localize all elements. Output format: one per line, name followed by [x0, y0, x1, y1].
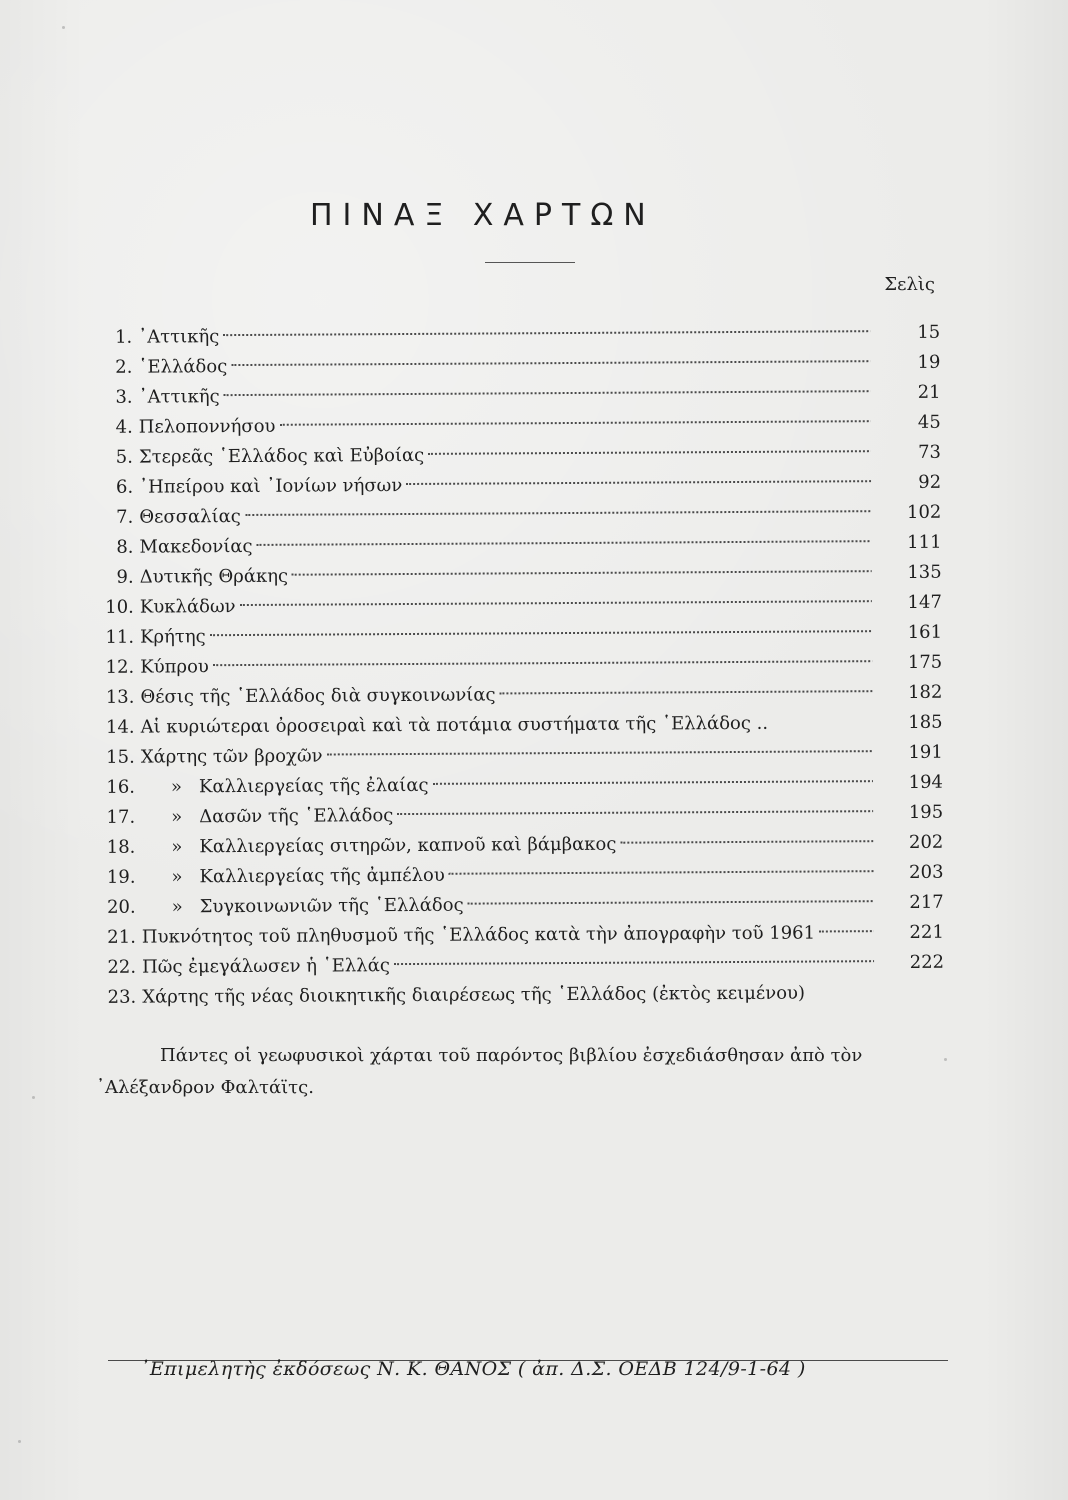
dot-leader [468, 897, 874, 904]
dot-leader [397, 808, 873, 815]
dot-leader [433, 777, 874, 784]
entry-title [142, 949, 874, 981]
entry-page-number: 202 [908, 831, 944, 853]
entry-label: ᾿Ηπείρου καὶ ᾿Ιονίων νήσων [139, 475, 403, 498]
contents-entry [81, 499, 941, 532]
entry-number: 21. [107, 926, 136, 948]
entry-page-number: 92 [918, 471, 942, 493]
contents-entry [81, 529, 941, 562]
contents-entry [81, 409, 941, 442]
dot-leader [449, 867, 874, 874]
entry-page-number: 222 [909, 951, 945, 973]
entry-label: Θέσις τῆς ῾Ελλάδος διὰ συγκοινωνίας [140, 684, 496, 708]
entry-page-number: 195 [908, 801, 944, 823]
entry-label: Δυτικῆς Θράκης [139, 565, 289, 588]
dot-leader [394, 958, 874, 965]
entry-title [140, 589, 872, 621]
entry-number: 23. [107, 986, 137, 1008]
entry-number: 20. [107, 896, 136, 918]
entry-title [141, 859, 873, 891]
paper-speck [62, 26, 65, 29]
entry-title [141, 799, 873, 831]
dot-leader [245, 508, 872, 515]
entry-title [139, 499, 871, 531]
entry-number: 8. [116, 536, 134, 558]
entry-title [141, 769, 873, 801]
dot-leader [406, 478, 871, 485]
entry-label: ᾿Αττικῆς [138, 386, 220, 408]
entry-number: 13. [105, 686, 135, 708]
entry-page-number: 45 [917, 411, 941, 433]
entry-title [141, 739, 873, 771]
entry-label: Κρήτης [139, 626, 206, 648]
contents-entry [81, 379, 941, 412]
contents-entry [83, 739, 943, 772]
contents-entry [82, 679, 942, 712]
dot-leader [327, 748, 873, 755]
entry-label: Καλλιεργείας τῆς ἀμπέλου [199, 864, 445, 888]
entry-page-number: 19 [917, 351, 941, 373]
entry-number: 12. [105, 656, 135, 678]
entry-page-number: 182 [907, 681, 943, 703]
entry-label: Μακεδονίας [139, 535, 253, 558]
dot-leader [224, 389, 871, 396]
contents-entry [84, 919, 944, 952]
entry-page-number: 102 [906, 501, 942, 523]
paper-speck [18, 1440, 21, 1443]
entry-label: ᾿Αττικῆς [138, 326, 220, 348]
cartography-note-line-2: ᾿Αλέξανδρον Φαλτάϊτς. [96, 1077, 314, 1098]
contents-entry [82, 649, 942, 682]
dot-leader [210, 629, 872, 636]
entry-page-number: 135 [907, 561, 942, 583]
entry-label: Χάρτης τῶν βροχῶν [140, 745, 323, 768]
entry-title [142, 979, 874, 1011]
entry-number: 15. [106, 746, 135, 768]
entry-title [142, 919, 874, 951]
entry-number: 9. [116, 566, 134, 588]
title-divider [485, 262, 575, 263]
entry-label: Πῶς ἐμεγάλωσεν ἡ ῾Ελλάς [142, 955, 390, 978]
ditto-mark: » [171, 896, 183, 918]
entry-label: Συγκοινωνιῶν τῆς ῾Ελλάδος [199, 894, 464, 918]
ditto-mark: » [171, 866, 183, 888]
dot-leader [213, 659, 872, 666]
entry-label: Κυκλάδων [139, 596, 236, 618]
dot-leader [620, 836, 873, 843]
entry-title [139, 529, 871, 561]
entry-number: 1. [114, 326, 133, 348]
paper-speck [944, 1058, 947, 1061]
entry-number: 22. [107, 956, 137, 978]
entry-title [138, 349, 870, 381]
dot-leader [240, 599, 872, 606]
entry-number: 7. [116, 506, 134, 528]
contents-entry [81, 469, 941, 502]
entry-page-number: 191 [908, 741, 943, 763]
entry-page-number: 194 [908, 771, 944, 793]
entry-number: 18. [106, 836, 136, 858]
entry-title [142, 889, 874, 921]
entry-number: 10. [105, 596, 134, 618]
entry-label: Πελοποννήσου [138, 415, 276, 438]
dot-leader [231, 359, 870, 366]
contents-entry [84, 949, 944, 982]
editor-credit: ᾿Επιμελητὴς ἐκδόσεως Ν. Κ. ΘΑΝΟΣ ( ἀπ. Δ.Σ. ΟΕΔΒ 124/9-1-64 ) [140, 1358, 806, 1380]
contents-entry [83, 799, 943, 832]
entry-label: Καλλιεργείας τῆς ἐλαίας [198, 774, 429, 798]
entry-label: ῾Ελλάδος [138, 356, 228, 378]
dot-leader [257, 538, 872, 545]
entry-label: Καλλιεργείας σιτηρῶν, καπνοῦ καὶ βάμβακος [199, 833, 617, 858]
contents-entry [83, 709, 943, 742]
entry-page-number: 175 [907, 651, 943, 673]
ditto-mark: » [171, 836, 183, 858]
entry-page-number: 147 [907, 591, 942, 613]
entry-number: 6. [115, 476, 134, 498]
entry-title [141, 829, 873, 861]
entry-label: Χάρτης τῆς νέας διοικητικῆς διαιρέσεως τῆς ῾Ελλάδος (ἐκτὸς κειμένου) [142, 982, 806, 1008]
entry-number: 2. [115, 356, 133, 378]
entry-label: Στερεᾶς ῾Ελλάδος καὶ Εὐβοίας [138, 444, 425, 468]
entry-title [140, 679, 872, 711]
dot-leader [223, 329, 870, 336]
entry-page-number: 185 [908, 711, 943, 733]
map-contents-list [80, 295, 960, 1008]
entry-number: 3. [115, 386, 133, 408]
entry-page-number: 111 [907, 531, 942, 553]
contents-entry [80, 349, 940, 382]
entry-number: 16. [106, 776, 136, 798]
entry-number: 14. [105, 716, 135, 738]
dot-leader [292, 568, 872, 575]
cartography-note [96, 1040, 956, 1104]
contents-entry [83, 829, 943, 862]
entry-number: 5. [115, 446, 134, 468]
entry-title [141, 709, 873, 741]
entry-title [139, 379, 871, 411]
contents-entry [82, 559, 942, 592]
entry-label: Δασῶν τῆς ῾Ελλάδος [199, 805, 394, 828]
entry-title [139, 469, 871, 501]
entry-page-number: 217 [909, 891, 944, 913]
contents-entry [82, 619, 942, 652]
entry-title [139, 409, 871, 441]
contents-entry [82, 589, 942, 622]
entry-title [140, 559, 872, 591]
entry-page-number: 221 [909, 921, 944, 943]
contents-entry [83, 769, 943, 802]
entry-title [139, 439, 871, 471]
entry-label: Πυκνότητος τοῦ πληθυσμοῦ τῆς ῾Ελλάδος κατὰ τὴν ἀπογραφὴν τοῦ 1961 [141, 922, 816, 948]
entry-label: Κύπρου [140, 656, 209, 678]
entry-number: 11. [105, 626, 135, 648]
dot-leader [819, 925, 874, 932]
contents-entry [80, 319, 940, 352]
cartography-note-line-1: Πάντες οἱ γεωφυσικοὶ χάρται τοῦ παρόντος βιβλίου ἐσχεδιάσθησαν ἀπὸ τὸν [160, 1045, 863, 1066]
entry-title [138, 319, 870, 351]
entry-label: Θεσσαλίας [139, 506, 241, 528]
entry-title [140, 619, 872, 651]
contents-entry [84, 889, 944, 922]
page-title: ΠΙΝΑΞ ΧΑΡΤΩΝ [310, 198, 656, 233]
entry-page-number: 73 [917, 441, 942, 463]
page-column-label: Σελὶς [884, 274, 935, 295]
ditto-mark: » [171, 806, 183, 828]
ditto-mark: » [170, 776, 183, 798]
entry-number: 19. [106, 866, 136, 888]
contents-entry [81, 439, 941, 472]
entry-title [140, 649, 872, 681]
entry-label: Αἱ κυριώτεραι ὀροσειραὶ καὶ τὰ ποτάμια συστήματα τῆς ῾Ελλάδος .. [140, 712, 769, 738]
entry-number: 4. [115, 416, 133, 438]
entry-page-number: 203 [909, 861, 944, 883]
entry-page-number: 161 [907, 621, 943, 643]
paper-speck [32, 1096, 35, 1099]
dot-leader [500, 687, 873, 694]
dot-leader [279, 418, 870, 425]
entry-page-number: 15 [917, 321, 941, 343]
entry-page-number: 21 [917, 381, 941, 403]
contents-entry [83, 859, 943, 892]
dot-leader [428, 447, 871, 454]
contents-entry [84, 979, 944, 1012]
entry-number: 17. [106, 806, 136, 828]
